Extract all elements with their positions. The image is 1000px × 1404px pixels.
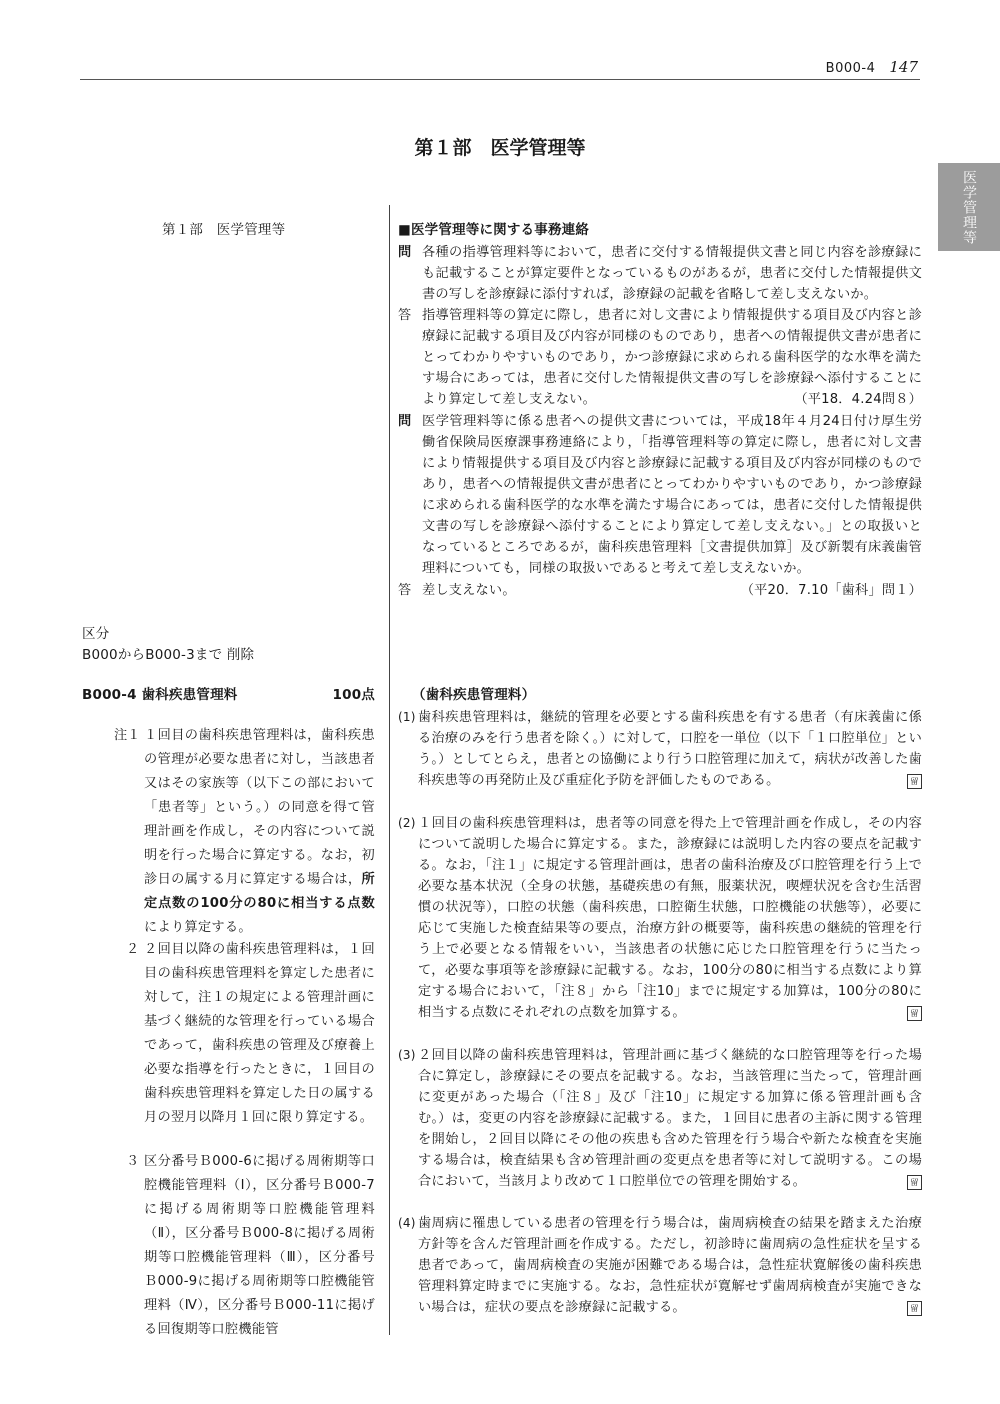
column-divider [389,205,390,1335]
deleted-range-line: B000からB000-3まで 削除 [82,647,255,663]
qa-question-2 [398,411,922,579]
ryu-stamp-icon: 留 [907,1301,922,1316]
note-label: ２ [126,942,140,957]
qa-text: 医学管理料等に係る患者への提供文書については，平成18年４月24日付け厚生労働省保険局医療課事務連絡により，「指導管理料等の算定に際し，患者に対し文書により情報提供する項目及び内容と診療録に記載する項目及び内容が同様のものであり，患者への情報提供文書が患者にとってわかりやすいものであり，かつ診療録に求められる歯科医学的な水準を満たす場合にあっては，患者に交付した情報提供文書の写しを診療録へ添付することにより算定して差し支えない。」との取扱いとなっているところであるが，歯科疾患管理料［文書提供加算］及び新製有床義歯管理料についても，同様の取扱いであると考えて差し支えないか。 [422,414,922,576]
qa-answer-2 [398,580,922,601]
note-text [144,724,375,940]
item-points: 100点 [332,687,375,703]
ryu-stamp-icon: 留 [907,774,922,789]
qa-answer-1 [398,305,922,410]
item-text: 歯科疾患管理料は，継続的管理を必要とする歯科疾患を有する患者（有床義歯に係る治療のみを行う患者を除く。）に対して，口腔を一単位（以下「１口腔単位」という。）としてとらえ，患者との協働により行う口腔管理に加えて，病状が改善した歯科疾患等の再発防止及び重症化予防を評価したものである。 [418,710,922,788]
notice-item-4 [398,1213,922,1318]
item-text: １回目の歯科疾患管理料は，患者等の同意を得た上で管理計画を作成し，その内容について説明した場合に算定する。また，診療録には説明した内容の要点を記載する。なお，「注１」に規定する管理計画は，患者の歯科治療及び口腔管理を行う上で必要な基本状況（全身の状態，基礎疾患の有無，服薬状況，喫煙状況を含む生活習慣の状況等），口腔の状態（歯科疾患，口腔衛生状態，口腔機能の状態等），必要に応じて実施した検査結果等の要点，治療方針の概要等，歯科疾患の継続的管理を行う上で必要となる情報をいい，当該患者の状態に応じた口腔管理を行うに当たって，必要な事項等を診療録に記載する。なお，100分の80に相当する点数により算定する場合において，「注８」から「注10」までに規定する加算は，100分の80に相当する点数にそれぞれの点数を加算する。 [418,816,922,1020]
qa-reference: （平18．4.24問８） [794,392,922,407]
qa-text: 各種の指導管理料等において，患者に交付する情報提供文書と同じ内容を診療録にも記載することが算定要件となっているものがあるが，患者に交付した情報提供文書の写しを診療録に添付すれば，診療録の記載を省略して差し支えないか。 [422,245,922,302]
notice-item-1 [398,707,922,791]
item-number: (1) [398,710,416,724]
item-number: (4) [398,1216,416,1230]
item-number: (3) [398,1048,416,1062]
kubun-label: 区分 [82,626,110,642]
side-index-tab [938,163,1000,251]
item-code-name: B000-4 歯科疾患管理料 [82,687,238,703]
page-header [826,58,918,76]
qa-mark: 答 [398,583,412,598]
notice-item-3 [398,1045,922,1192]
qa-mark: 問 [398,245,412,260]
sub-heading: （歯科疾患管理料） [412,687,536,703]
side-index-tab-label: 医学管理等 [961,169,977,245]
note-label: ３ [126,1154,140,1169]
header-rule [80,79,920,80]
section-code: B000-4 [825,61,876,76]
page-number: 147 [889,58,918,76]
note-text-emphasis: 所定点数の100分の80に相当する点数 [144,872,375,911]
qa-question-1 [398,242,922,305]
part-title: 第１部 医学管理等 [414,137,586,159]
note-label: 注１ [114,728,141,743]
qa-text: 指導管理料等の算定に際し，患者に対し文書により情報提供する項目及び内容と診療録に記載する項目及び内容が同様のものであり，患者への情報提供文書が患者にとってわかりやすいものであり，かつ診療録に求められる歯科医学的な水準を満たす場合にあっては，患者に交付した情報提供文書の写しを診療録へ添付することにより算定して差し支えない。 [422,308,922,407]
qa-mark: 答 [398,308,412,323]
item-text: ２回目以降の歯科疾患管理料は，管理計画に基づく継続的な口腔管理等を行った場合に算定し，診療録にその要点を記載する。なお，当該管理に当たって，管理計画に変更があった場合（「注８」及び「注10」に規定する加算に係る管理計画も含む。）は，変更の内容を診療録に記載する。また，１回目に患者の主訴に関する管理を開始し，２回目以降にその他の疾患も含めた管理を行う場合や新たな検査を実施する場合は，検査結果も含め管理計画の変更点を患者等に対して説明する。この場合において，当該月より改めて１口腔単位での管理を開始する。 [418,1048,922,1189]
qa-text: 差し支えない。 [422,583,516,598]
note-text: 区分番号Ｂ000-6に掲げる周術期等口腔機能管理料（Ⅰ），区分番号Ｂ000-7に掲げる周術期等口腔機能管理料（Ⅱ），区分番号Ｂ000-8に掲げる周術期等口腔機能管理料（Ⅲ），区分番号Ｂ000-9に掲げる周術期等口腔機能管理料（Ⅳ），区分番号Ｂ000-11に掲げる回復期等口腔機能管 [144,1154,375,1337]
ryu-stamp-icon: 留 [907,1006,922,1021]
item-text: 歯周病に罹患している患者の管理を行う場合は，歯周病検査の結果を踏まえた治療方針等を含んだ管理計画を作成する。ただし，初診時に歯周病の急性症状を呈する患者であって，歯周病検査の実施が困難である場合は，急性症状寛解後の歯科疾患管理料算定時までに実施する。なお，急性症状が寛解せず歯周病検査が実施できない場合は，症状の要点を診療録に記載する。 [418,1216,922,1315]
qa-mark: 問 [398,414,412,429]
note-text-part: １回目の歯科疾患管理料は，歯科疾患の管理が必要な患者に対し，当該患者又はその家族等（以下この部において「患者等」という。）の同意を得て管理計画を作成し，その内容について説明を行った場合に算定する。なお，初診日の属する月に算定する場合は， [144,728,375,887]
notice-heading: ■医学管理等に関する事務連絡 [398,222,590,238]
note-text-part: により算定する。 [144,920,252,935]
qa-reference: （平20．7.10「歯科」問１） [740,583,922,598]
item-number: (2) [398,816,416,830]
ryu-stamp-icon: 留 [907,1175,922,1190]
left-part-label: 第１部 医学管理等 [162,222,286,238]
notice-item-2 [398,813,922,1023]
note-text: ２回目以降の歯科疾患管理料は，１回目の歯科疾患管理料を算定した患者に対して，注１の規定による管理計画に基づく継続的な管理を行っている場合であって，歯科疾患の管理及び療養上必要な指導を行ったときに，１回目の歯科疾患管理料を算定した日の属する月の翌月以降月１回に限り算定する。 [144,942,375,1125]
